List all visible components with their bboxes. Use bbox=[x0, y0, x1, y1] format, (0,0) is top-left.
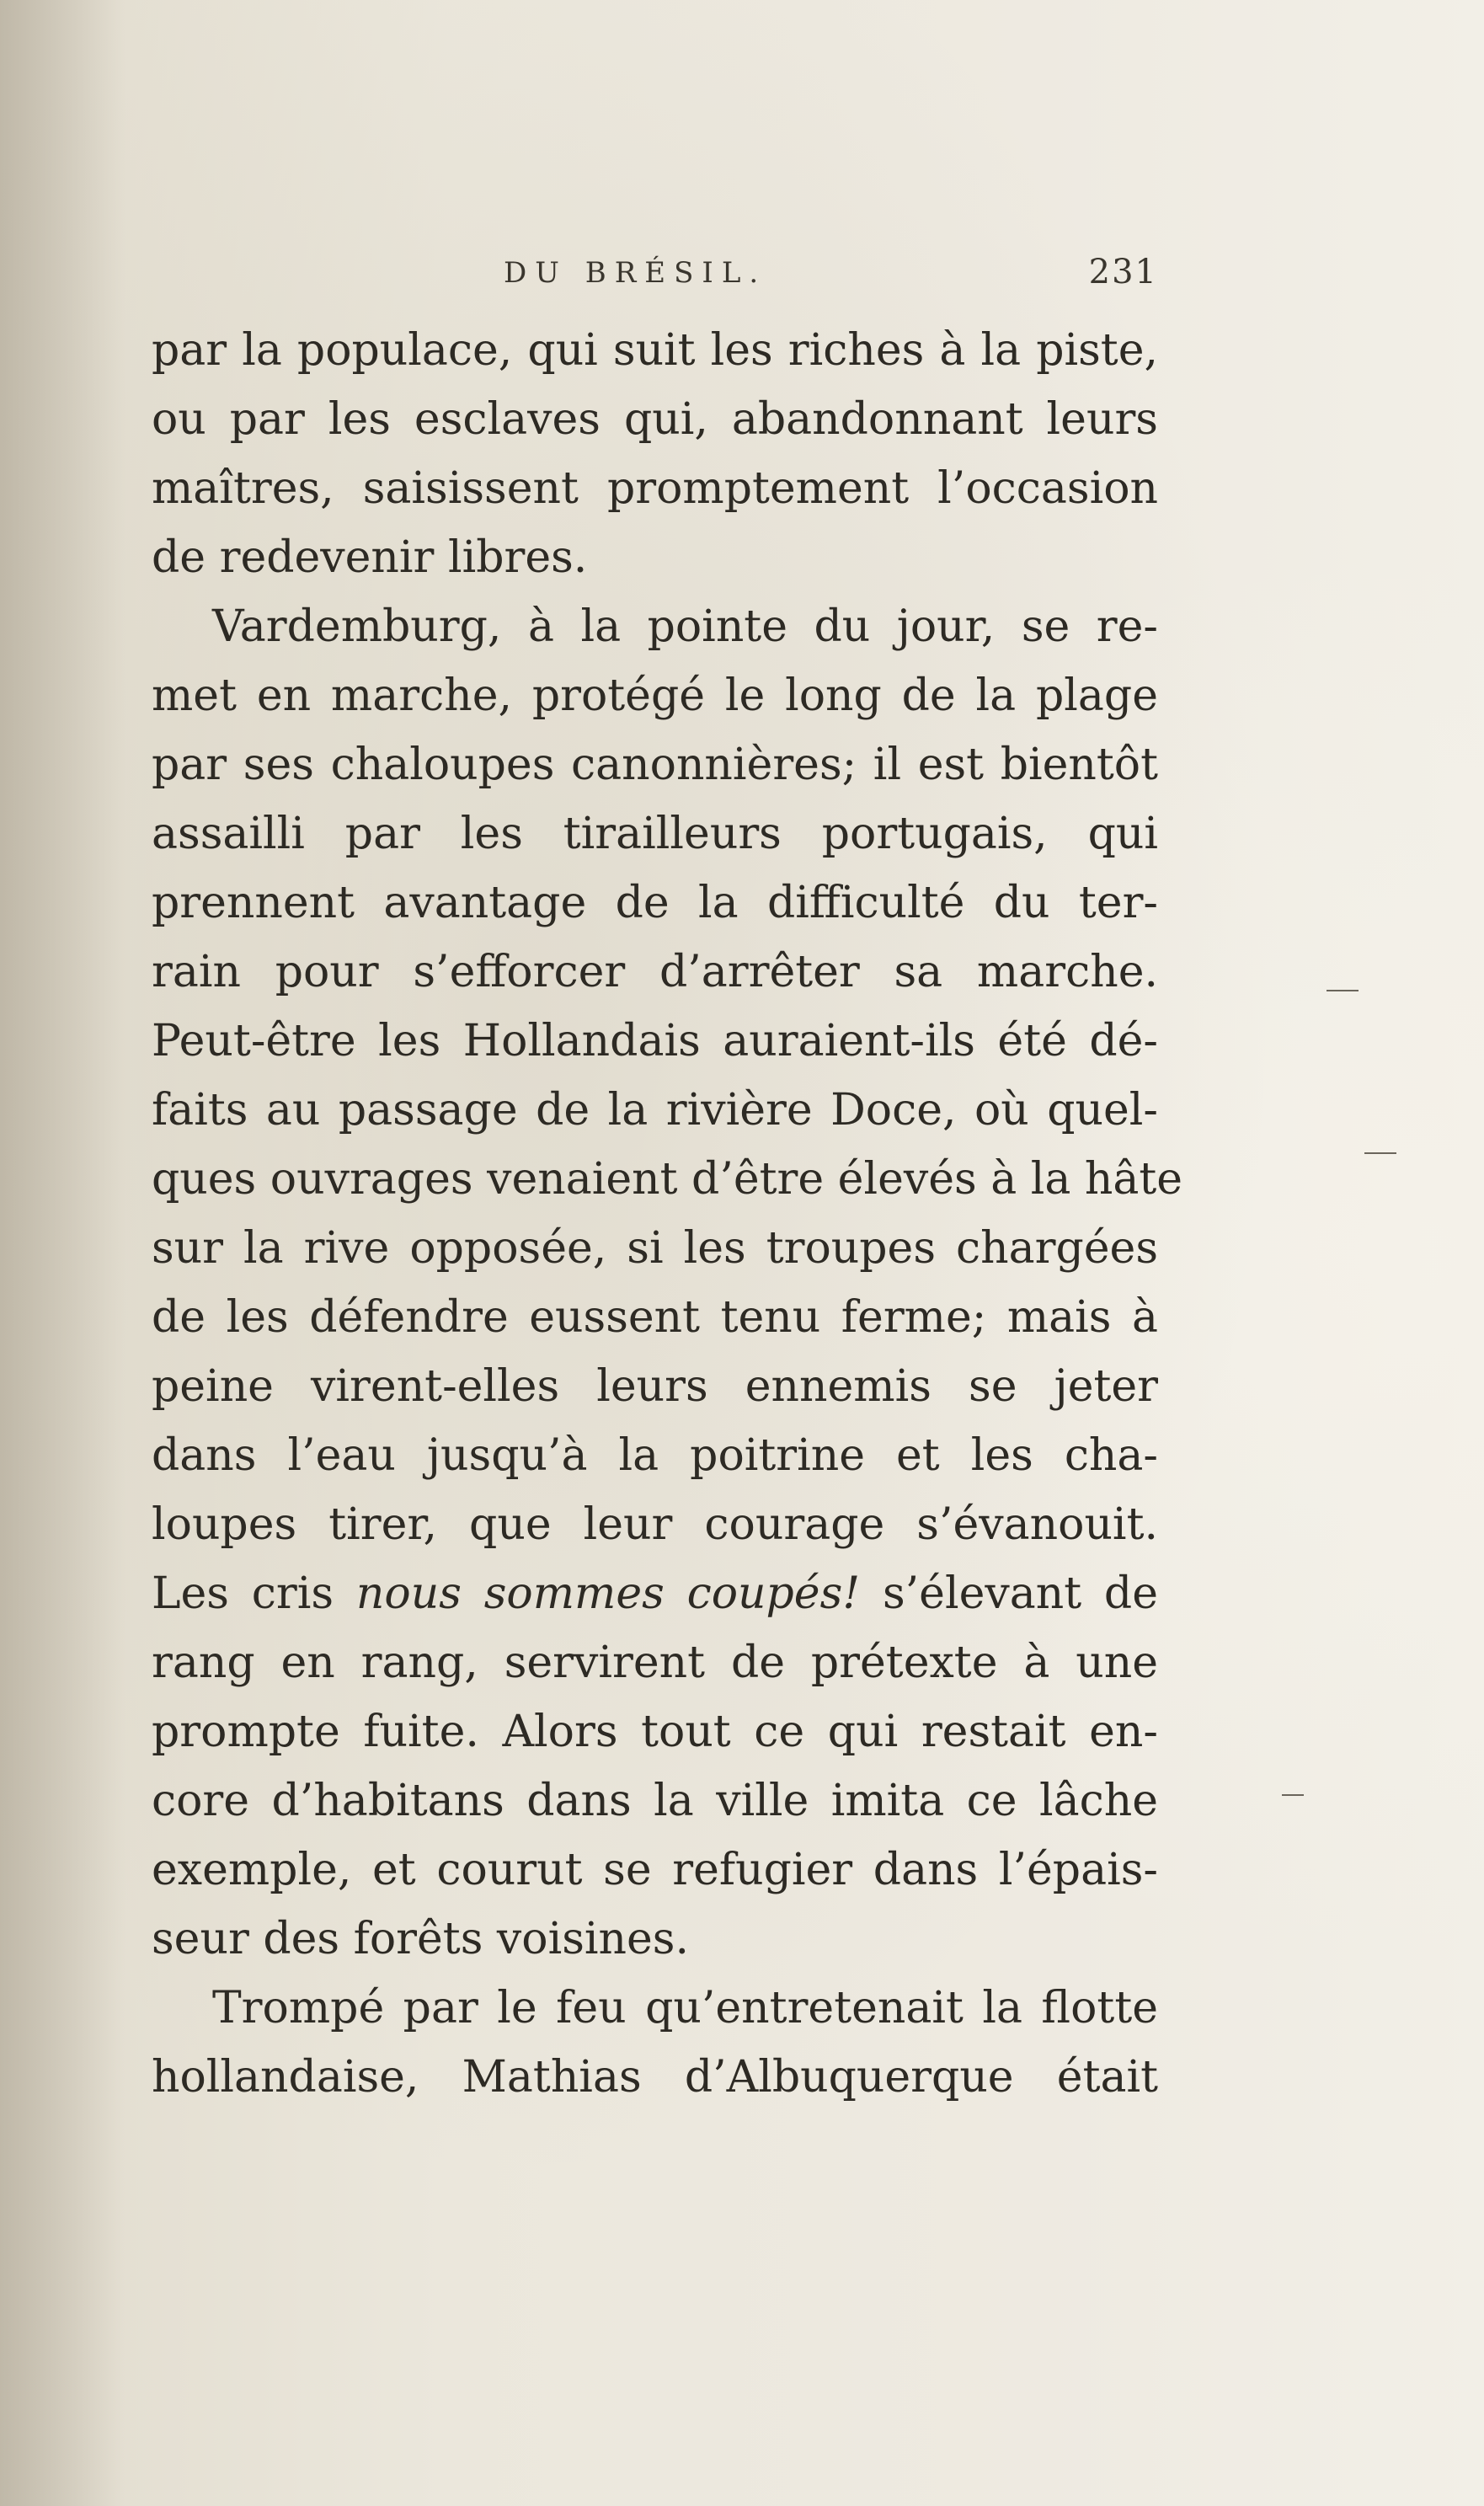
text-segment: s’élevant de bbox=[860, 1568, 1158, 1619]
text-line: prennent avantage de la difficulté du ter- bbox=[152, 878, 1158, 928]
running-head: DU BRÉSIL. bbox=[504, 256, 767, 290]
text-line: assailli par les tirailleurs portugais, qui bbox=[152, 809, 1158, 859]
text-line: par ses chaloupes canonnières; il est bientôt bbox=[152, 740, 1158, 790]
text-line: hollandaise, Mathias d’Albuquerque était bbox=[152, 2052, 1158, 2103]
text-line-with-italic bbox=[152, 1559, 1158, 1628]
text-line: core d’habitans dans la ville imita ce lâche bbox=[152, 1776, 1158, 1826]
text-line: exemple, et courut se refugier dans l’épais- bbox=[152, 1845, 1158, 1895]
body-text bbox=[152, 316, 1183, 2112]
text-line: par la populace, qui suit les riches à la piste, bbox=[152, 325, 1158, 376]
text-line: met en marche, protégé le long de la plage bbox=[152, 671, 1158, 721]
page-header bbox=[152, 253, 1158, 303]
text-line: dans l’eau jusqu’à la poitrine et les cha- bbox=[152, 1430, 1158, 1481]
paragraph-first-line: Vardemburg, à la pointe du jour, se re- bbox=[212, 601, 1158, 652]
margin-mark bbox=[1327, 990, 1359, 991]
text-line: peine virent-elles leurs ennemis se jeter bbox=[152, 1361, 1158, 1412]
text-line: de les défendre eussent tenu ferme; mais à bbox=[152, 1292, 1158, 1343]
page-number: 231 bbox=[1088, 253, 1158, 291]
text-line: faits au passage de la rivière Doce, où quel- bbox=[152, 1085, 1158, 1135]
text-line: ques ouvrages venaient d’être élevés à la hâte bbox=[152, 1154, 1183, 1205]
text-line: rain pour s’efforcer d’arrêter sa marche. bbox=[152, 947, 1158, 997]
text-line: seur des forêts voisines. bbox=[152, 1914, 690, 1964]
text-line: de redevenir libres. bbox=[152, 532, 588, 583]
margin-mark bbox=[1364, 1152, 1396, 1154]
margin-mark bbox=[1282, 1794, 1304, 1796]
text-line: Peut-être les Hollandais auraient-ils été dé- bbox=[152, 1016, 1158, 1066]
text-line: maîtres, saisissent promptement l’occasion bbox=[152, 463, 1158, 514]
paragraph-first-line: Trompé par le feu qu’entretenait la flotte bbox=[212, 1983, 1158, 2033]
text-line: sur la rive opposée, si les troupes chargées bbox=[152, 1223, 1158, 1274]
text-segment: Les cris bbox=[152, 1568, 356, 1619]
gutter-shadow bbox=[0, 0, 126, 2506]
text-line: rang en rang, servirent de prétexte à une bbox=[152, 1638, 1158, 1688]
text-line: prompte fuite. Alors tout ce qui restait en- bbox=[152, 1707, 1158, 1757]
text-line: loupes tirer, que leur courage s’évanouit. bbox=[152, 1499, 1158, 1550]
text-line: ou par les esclaves qui, abandonnant leurs bbox=[152, 394, 1158, 445]
italic-phrase: nous sommes coupés! bbox=[355, 1568, 861, 1619]
